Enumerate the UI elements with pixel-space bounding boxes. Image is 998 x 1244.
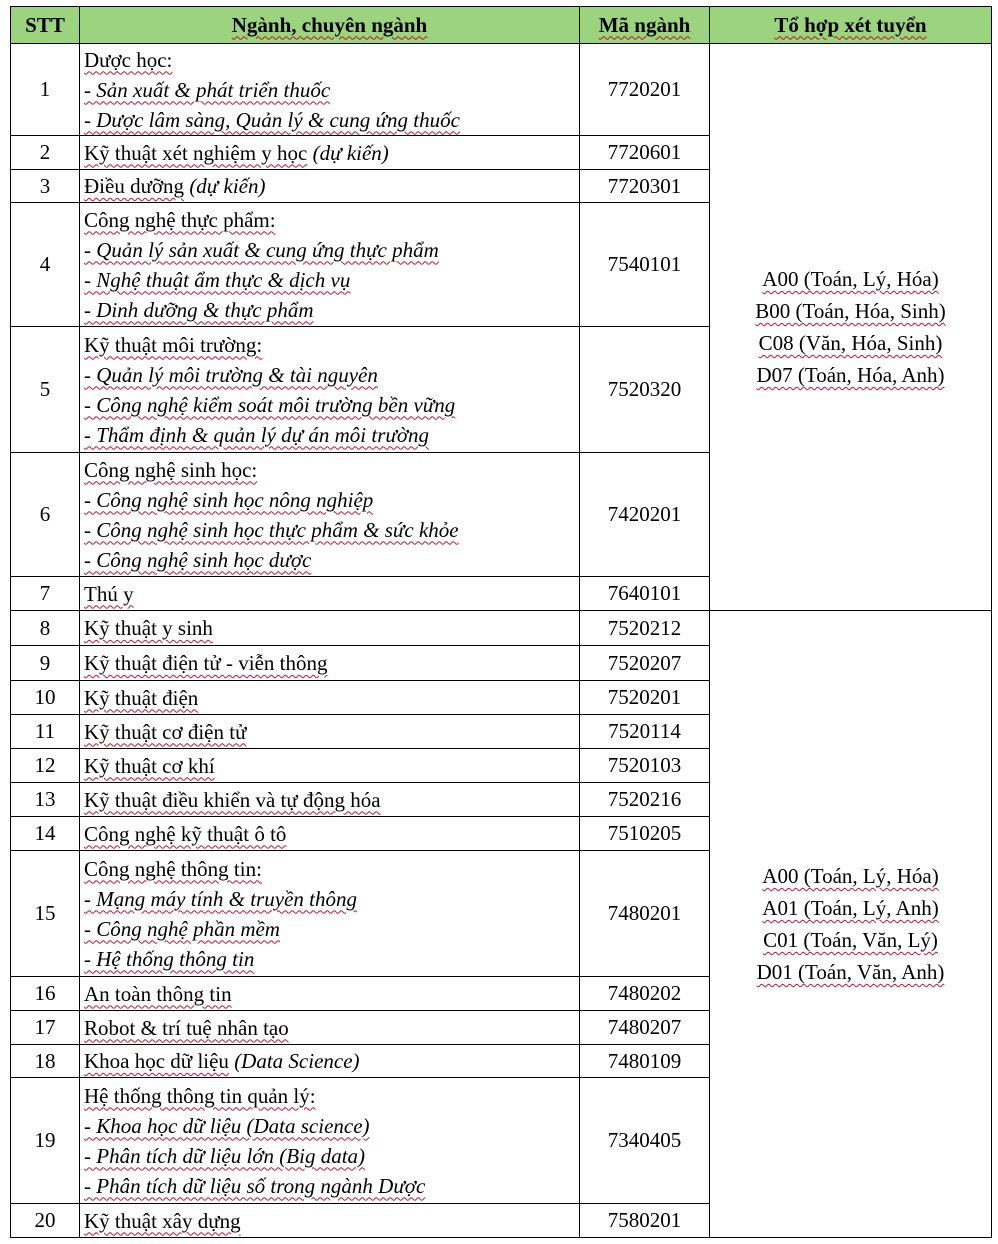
major-title: Kỹ thuật xét nghiệm y học (84, 140, 308, 165)
row-stt: 12 (11, 749, 80, 783)
row-code: 7540101 (580, 203, 710, 327)
major-title-line (84, 785, 579, 815)
row-major (80, 1011, 580, 1045)
row-stt: 5 (11, 327, 80, 453)
combo-group-1 (710, 44, 992, 611)
header-stt: STT (11, 7, 80, 44)
row-stt: 1 (11, 44, 80, 136)
row-code: 7480109 (580, 1045, 710, 1078)
major-title-line (84, 579, 579, 609)
row-major (80, 136, 580, 170)
row-major (80, 1078, 580, 1204)
combo-item: C01 (Toán, Văn, Lý) (763, 928, 938, 952)
row-stt: 9 (11, 646, 80, 681)
major-title: Công nghệ kỹ thuật ô tô (84, 821, 287, 846)
combo-item: A00 (Toán, Lý, Hóa) (762, 864, 939, 888)
row-code: 7580201 (580, 1204, 710, 1238)
row-stt: 19 (11, 1078, 80, 1204)
header-row (11, 7, 992, 44)
major-title-line (84, 45, 579, 75)
combo-item: C08 (Văn, Hóa, Sinh) (758, 331, 943, 355)
specialization-item: - Khoa học dữ liệu (Data science) (84, 1113, 370, 1138)
specialization-item: - Hệ thống thông tin (84, 946, 255, 971)
row-code: 7720201 (580, 44, 710, 136)
row-major (80, 749, 580, 783)
specialization-item: - Quản lý sản xuất & cung ứng thực phẩm (84, 237, 439, 262)
row-major (80, 327, 580, 453)
row-stt: 17 (11, 1011, 80, 1045)
major-title: Kỹ thuật xây dựng (84, 1208, 241, 1233)
row-major (80, 783, 580, 817)
major-title-line (84, 330, 579, 360)
row-major (80, 715, 580, 749)
major-title-line (84, 751, 579, 781)
specialization-item: - Sản xuất & phát triển thuốc (84, 77, 331, 102)
specialization-item: - Công nghệ sinh học dược (84, 547, 312, 572)
combo-item: B00 (Toán, Hóa, Sinh) (755, 299, 946, 323)
specialization-item: - Quản lý môi trường & tài nguyên (84, 362, 378, 387)
row-stt: 16 (11, 977, 80, 1011)
major-title-line (84, 819, 579, 849)
major-title-line (84, 1206, 579, 1236)
row-major (80, 851, 580, 977)
major-title: Kỹ thuật môi trường: (84, 332, 263, 357)
row-code: 7520207 (580, 646, 710, 681)
major-title: Kỹ thuật điều khiển và tự động hóa (84, 787, 381, 812)
row-code: 7520114 (580, 715, 710, 749)
specialization-item: - Thẩm định & quản lý dự án môi trường (84, 422, 430, 447)
combo-item: D07 (Toán, Hóa, Anh) (756, 363, 945, 387)
major-title: Khoa học dữ liệu (84, 1049, 229, 1073)
specialization-item: - Phân tích dữ liệu lớn (Big data) (84, 1143, 366, 1168)
major-title: Dược học: (84, 47, 173, 72)
major-title: Thú y (84, 581, 134, 606)
major-title: Kỹ thuật điện tử - viễn thông (84, 651, 328, 675)
major-title-line (84, 455, 579, 485)
row-stt: 7 (11, 577, 80, 611)
major-title-line (84, 171, 579, 201)
row-major (80, 681, 580, 715)
major-title: Công nghệ thông tin: (84, 856, 262, 881)
row-code: 7480201 (580, 851, 710, 977)
major-title: Hệ thống thông tin quản lý: (84, 1083, 316, 1108)
major-title: Kỹ thuật điện (84, 685, 199, 710)
row-code: 7520320 (580, 327, 710, 453)
row-stt: 2 (11, 136, 80, 170)
major-title-line (84, 1046, 579, 1076)
major-note: (dự kiến) (312, 140, 389, 165)
major-title-line (84, 1081, 579, 1111)
combo-item: A01 (Toán, Lý, Anh) (762, 896, 939, 920)
specialization-item: - Dinh dưỡng & thực phẩm (84, 297, 314, 322)
row-stt: 18 (11, 1045, 80, 1078)
row-major (80, 453, 580, 577)
row-major (80, 577, 580, 611)
major-title-line (84, 613, 579, 643)
major-title: Công nghệ thực phẩm: (84, 207, 276, 232)
major-title-line (84, 138, 579, 168)
specialization-item: - Nghệ thuật ẩm thực & dịch vụ (84, 267, 351, 292)
header-major: Ngành, chuyên ngành (80, 7, 580, 44)
major-note: (dự kiến) (189, 174, 266, 198)
specialization-item: - Phân tích dữ liệu số trong ngành Dược (84, 1173, 426, 1198)
row-major (80, 646, 580, 681)
header-combo: Tổ hợp xét tuyển (710, 7, 992, 44)
major-title: An toàn thông tin (84, 981, 232, 1006)
specialization-item: - Công nghệ phần mềm (84, 916, 280, 941)
major-title-line (84, 1013, 579, 1043)
row-code: 7720301 (580, 170, 710, 203)
major-title: Điều dưỡng (84, 174, 185, 198)
row-code: 7510205 (580, 817, 710, 851)
row-code: 7340405 (580, 1078, 710, 1204)
row-major (80, 1204, 580, 1238)
specialization-item: - Công nghệ sinh học thực phẩm & sức khỏe (84, 517, 459, 542)
table-body (11, 44, 992, 1238)
major-title-line (84, 979, 579, 1009)
row-stt: 3 (11, 170, 80, 203)
admission-table (10, 6, 992, 1238)
row-code: 7480202 (580, 977, 710, 1011)
major-title-line (84, 648, 579, 678)
row-major (80, 170, 580, 203)
specialization-item: - Mạng máy tính & truyền thông (84, 886, 357, 911)
row-stt: 20 (11, 1204, 80, 1238)
major-title-line (84, 683, 579, 713)
combo-group-2 (710, 611, 992, 1238)
specialization-item: - Công nghệ kiểm soát môi trường bền vững (84, 392, 456, 417)
row-major (80, 817, 580, 851)
specialization-item: - Dược lâm sàng, Quản lý & cung ứng thuốc (84, 107, 460, 132)
row-code: 7480207 (580, 1011, 710, 1045)
row-major (80, 977, 580, 1011)
major-title: Công nghệ sinh học: (84, 457, 258, 482)
combo-item: D01 (Toán, Văn, Anh) (756, 960, 945, 984)
row-code: 7640101 (580, 577, 710, 611)
combo-item: A00 (Toán, Lý, Hóa) (762, 267, 939, 291)
major-title-line (84, 205, 579, 235)
major-title: Kỹ thuật y sinh (84, 616, 213, 640)
row-stt: 15 (11, 851, 80, 977)
row-major (80, 1045, 580, 1078)
major-note: (Data Science) (234, 1049, 360, 1073)
row-major (80, 611, 580, 646)
row-code: 7720601 (580, 136, 710, 170)
row-code: 7520216 (580, 783, 710, 817)
row-stt: 10 (11, 681, 80, 715)
row-major (80, 203, 580, 327)
row-major (80, 44, 580, 136)
row-stt: 6 (11, 453, 80, 577)
row-code: 7520103 (580, 749, 710, 783)
major-title: Kỹ thuật cơ điện tử (84, 719, 247, 744)
row-stt: 8 (11, 611, 80, 646)
row-code: 7520201 (580, 681, 710, 715)
specialization-item: - Công nghệ sinh học nông nghiệp (84, 487, 374, 512)
table-row (11, 611, 992, 646)
row-code: 7420201 (580, 453, 710, 577)
row-stt: 13 (11, 783, 80, 817)
major-title: Robot & trí tuệ nhân tạo (84, 1015, 289, 1040)
major-title: Kỹ thuật cơ khí (84, 753, 215, 778)
row-code: 7520212 (580, 611, 710, 646)
major-title-line (84, 717, 579, 747)
table-row (11, 44, 992, 136)
row-stt: 11 (11, 715, 80, 749)
major-title-line (84, 854, 579, 884)
header-code: Mã ngành (580, 7, 710, 44)
row-stt: 14 (11, 817, 80, 851)
row-stt: 4 (11, 203, 80, 327)
